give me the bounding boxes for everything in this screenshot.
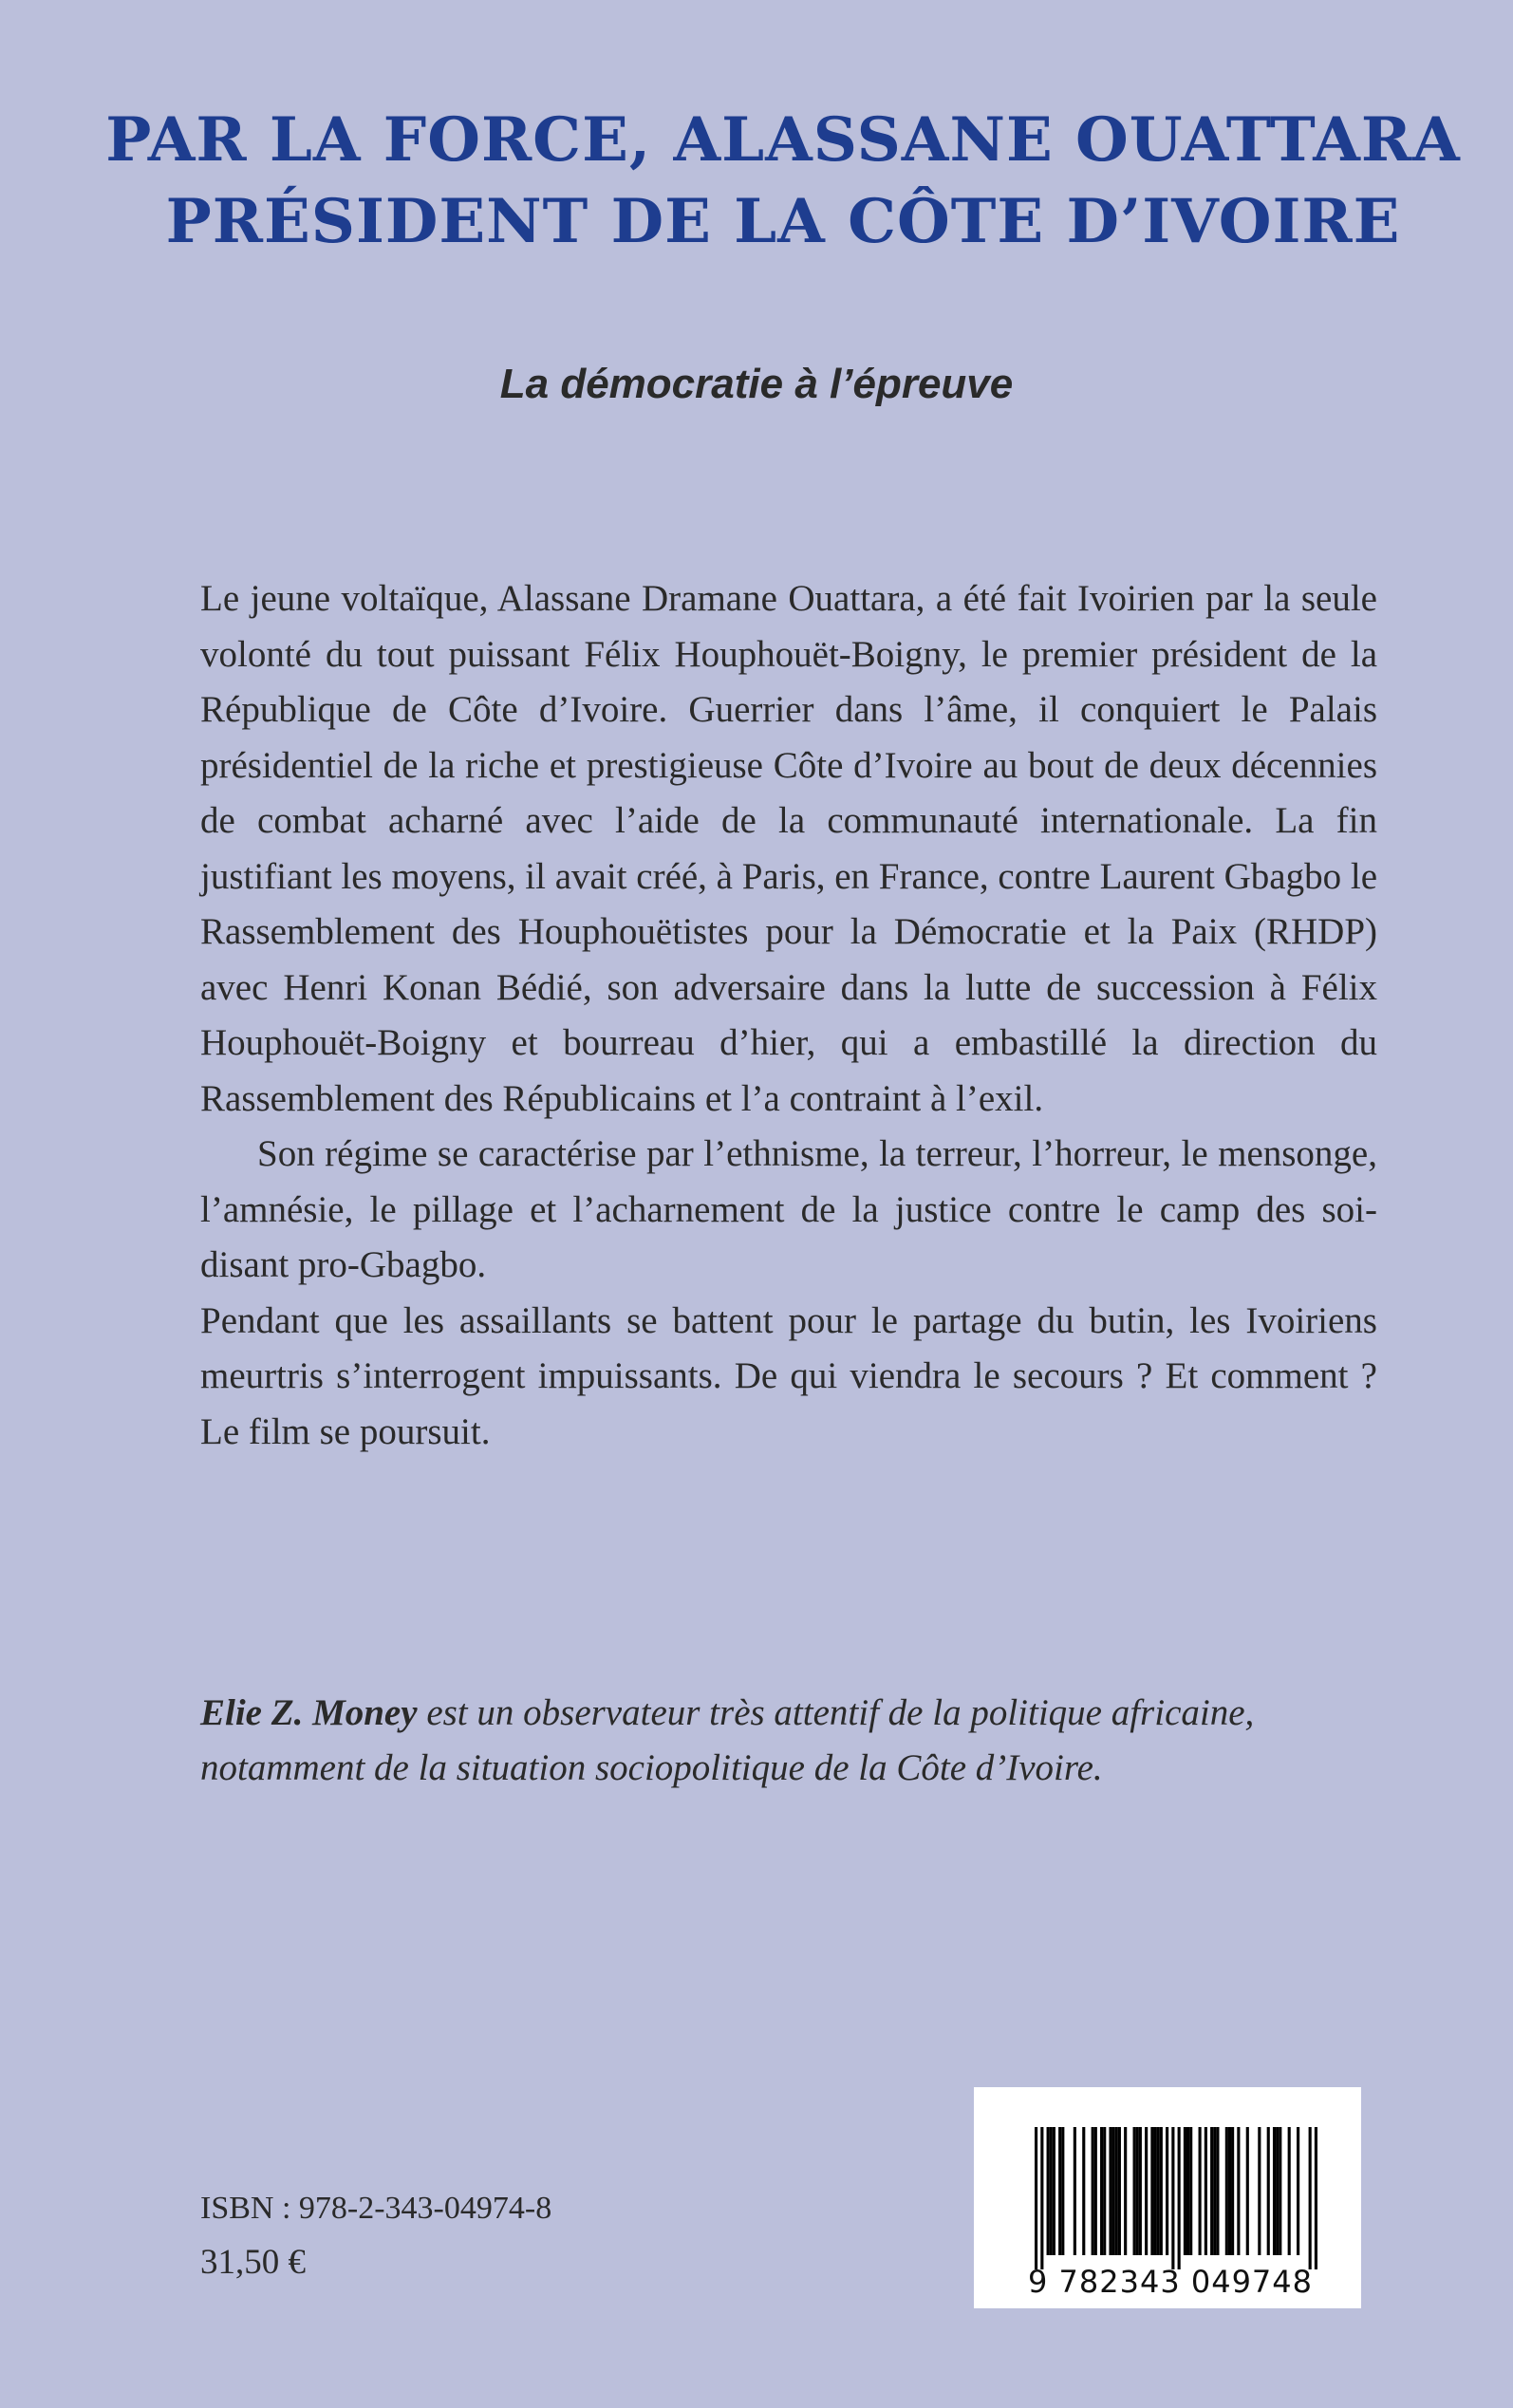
barcode-bar [1258, 2127, 1261, 2255]
barcode-bar [1171, 2127, 1174, 2269]
book-title [57, 100, 1509, 263]
barcode-bar [1297, 2127, 1299, 2255]
barcode-bar [1040, 2127, 1043, 2269]
barcode-bar [1053, 2127, 1055, 2255]
barcode-bar [1100, 2127, 1103, 2255]
blurb-paragraph-1: Le jeune voltaïque, Alassane Dramane Ouattara, a été fait Ivoirien par la seule volonté du tout puissant Félix Houphouët-Boigny, le premier président de la République de Côte d’Ivoire. Guerrier dans l’âme, il conquiert le Palais présidentiel de la riche et prestigieuse Côte d’Ivoire au bout de deux décennies de combat acharné avec l’aide de la communauté internationale. La fin justifiant les moyens, il avait créé, à Paris, en France, contre Laurent Gbagbo le Rassemblement des Houphouëtistes pour la Démocratie et la Paix (RHDP) avec Henri Konan Bédié, son adversaire dans la lutte de succession à Félix Houphouët-Boigny et bourreau d’hier, qui a embastillé la direction du Rassemblement des Républicains et l’a contraint à l’exil. [200, 578, 1377, 1119]
barcode-bar [1103, 2127, 1106, 2255]
book-title-line-2: PRÉSIDENT DE LA CÔTE D’IVOIRE [165, 186, 1401, 257]
blurb-paragraph-2: Son régime se caractérise par l’ethnisme, la terreur, l’horreur, le mensonge, l’amnésie, le pillage et l’acharnement de la justice contre le camp des soi-disant pro-Gbagbo. [200, 1133, 1377, 1285]
barcode-bar [1145, 2127, 1148, 2255]
barcode-bar [1186, 2127, 1189, 2255]
barcode-bar [1315, 2127, 1317, 2269]
barcode-digits: 9 782343 049748 [1027, 2264, 1313, 2300]
barcode-bar [1246, 2127, 1249, 2255]
barcode-bar [1157, 2127, 1160, 2255]
barcode-bar [1237, 2127, 1240, 2255]
barcode-bar [1210, 2127, 1213, 2255]
barcode-bar [1139, 2127, 1142, 2255]
barcode-box [974, 2087, 1361, 2308]
barcode-bar [1112, 2127, 1115, 2255]
barcode-bar [1189, 2127, 1192, 2255]
barcode-bar [1199, 2127, 1202, 2255]
barcode-bar [1231, 2127, 1234, 2255]
barcode-bar [1225, 2127, 1228, 2255]
barcode-bar [1050, 2127, 1053, 2255]
barcode-bar [1094, 2127, 1097, 2255]
barcode-bar [1166, 2127, 1168, 2255]
barcode-bar [1288, 2127, 1291, 2255]
barcode-bar [1115, 2127, 1118, 2255]
author-name: Elie Z. Money [200, 1692, 418, 1733]
barcode-bar [1279, 2127, 1281, 2255]
price-label: 31,50 € [200, 2243, 306, 2282]
barcode-bar [1273, 2127, 1276, 2255]
barcode-bar [1058, 2127, 1061, 2255]
barcode-bar [1184, 2127, 1186, 2255]
barcode-bar [1205, 2127, 1207, 2255]
barcode-bar [1082, 2127, 1085, 2255]
barcode [1035, 2127, 1317, 2269]
barcode-bar [1061, 2127, 1064, 2255]
barcode-bar [1074, 2127, 1076, 2255]
barcode-bar [1124, 2127, 1127, 2255]
barcode-bar [1160, 2127, 1163, 2255]
barcode-bar [1047, 2127, 1050, 2255]
barcode-bar [1276, 2127, 1279, 2255]
barcode-bar [1118, 2127, 1121, 2255]
author-bio-text: est un observateur très attentif de la politique africaine, notamment de la situation sociopolitique de la Côte d’Ivoire. [200, 1692, 1255, 1788]
barcode-bar [1109, 2127, 1111, 2255]
barcode-bar [1267, 2127, 1270, 2255]
barcode-bar [1153, 2127, 1156, 2255]
barcode-bar [1136, 2127, 1139, 2255]
author-bio [200, 1686, 1377, 1796]
book-subtitle: La démocratie à l’épreuve [499, 361, 1014, 407]
barcode-bar [1092, 2127, 1094, 2255]
barcode-bar [1216, 2127, 1219, 2255]
barcode-bar [1178, 2127, 1181, 2269]
blurb-paragraph-3: Pendant que les assaillants se battent pour le partage du butin, les Ivoiriens meurtris s’interrogent impuissants. De qui viendra le secours ? Et comment ? Le film se poursuit. [200, 1299, 1377, 1452]
book-title-line-1: PAR LA FORCE, ALASSANE OUATTARA [105, 104, 1461, 176]
isbn-label: ISBN : 978-2-343-04974-8 [200, 2191, 552, 2226]
barcode-bar [1133, 2127, 1136, 2255]
barcode-bar [1213, 2127, 1216, 2255]
barcode-bar [1035, 2127, 1037, 2269]
blurb-text [200, 571, 1377, 1460]
barcode-bar [1150, 2127, 1153, 2255]
barcode-bar [1228, 2127, 1231, 2255]
barcode-bar [1309, 2127, 1312, 2269]
